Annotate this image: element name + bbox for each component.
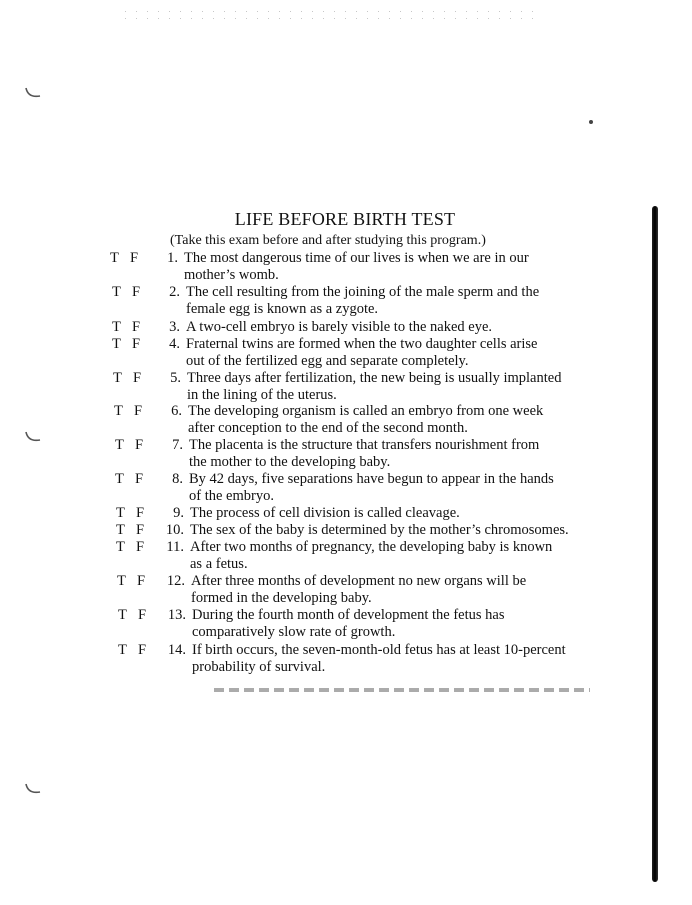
true-option[interactable]: T	[117, 573, 126, 589]
false-option[interactable]: F	[132, 336, 141, 352]
question-number: 14.	[167, 642, 186, 658]
false-option[interactable]: F	[137, 573, 146, 589]
false-option[interactable]: F	[136, 505, 145, 521]
false-option[interactable]: F	[133, 370, 142, 386]
false-option[interactable]: F	[132, 319, 141, 335]
true-option[interactable]: T	[110, 250, 119, 266]
false-option[interactable]: F	[132, 284, 141, 300]
question-number: 9.	[173, 505, 184, 521]
question-number: 7.	[172, 437, 183, 453]
true-option[interactable]: T	[118, 607, 127, 623]
true-option[interactable]: T	[116, 505, 125, 521]
false-option[interactable]: F	[136, 539, 145, 555]
question-number: 4.	[169, 336, 180, 352]
question-number: 6.	[171, 403, 182, 419]
true-option[interactable]: T	[115, 471, 124, 487]
true-option[interactable]: T	[112, 319, 121, 335]
question-text: After two months of pregnancy, the developing baby is known as a fetus.	[190, 539, 553, 572]
question-text: A two-cell embryo is barely visible to the naked eye.	[186, 319, 493, 335]
true-option[interactable]: T	[112, 284, 121, 300]
question-text: The developing organism is called an embryo from one week after conception to the end of the second month.	[188, 403, 544, 436]
true-option[interactable]: T	[114, 403, 123, 419]
scan-edge-shadow	[652, 206, 658, 882]
false-option[interactable]: F	[138, 607, 147, 623]
question-number: 12.	[166, 573, 185, 589]
false-option[interactable]: F	[130, 250, 139, 266]
question-number: 2.	[169, 284, 180, 300]
false-option[interactable]: F	[138, 642, 147, 658]
question-text: Three days after fertilization, the new being is usually implanted in the lining of the uterus.	[187, 370, 562, 403]
question-number: 10.	[165, 522, 184, 538]
scan-noise-top	[120, 8, 540, 24]
instructions: (Take this exam before and after studying this program.)	[170, 233, 486, 248]
question-text: By 42 days, five separations have begun to appear in the hands of the embryo.	[189, 471, 554, 504]
question-number: 13.	[167, 607, 186, 623]
question-text: The most dangerous time of our lives is when we are in our mother’s womb.	[184, 250, 529, 283]
punch-hole-top	[24, 86, 42, 100]
true-option[interactable]: T	[112, 336, 121, 352]
question-number: 1.	[167, 250, 178, 266]
punch-hole-middle	[24, 430, 42, 444]
true-option[interactable]: T	[115, 437, 124, 453]
true-option[interactable]: T	[116, 522, 125, 538]
question-text: The placenta is the structure that transfers nourishment from the mother to the developing baby.	[189, 437, 540, 470]
true-option[interactable]: T	[118, 642, 127, 658]
scan-dashed-line	[214, 688, 590, 692]
question-number: 5.	[170, 370, 181, 386]
punch-hole-bottom	[24, 782, 42, 796]
scan-speck	[589, 120, 593, 124]
question-text: Fraternal twins are formed when the two daughter cells arise out of the fertilized egg and separate completely.	[186, 336, 538, 369]
question-text: The process of cell division is called cleavage.	[190, 505, 460, 521]
question-text: After three months of development no new organs will be formed in the developing baby.	[191, 573, 527, 606]
question-text: The cell resulting from the joining of the male sperm and the female egg is known as a zygote.	[186, 284, 540, 317]
false-option[interactable]: F	[136, 522, 145, 538]
false-option[interactable]: F	[135, 471, 144, 487]
question-text: During the fourth month of development the fetus has comparatively slow rate of growth.	[192, 607, 505, 640]
question-number: 11.	[166, 539, 184, 555]
question-number: 3.	[169, 319, 180, 335]
question-number: 8.	[172, 471, 183, 487]
false-option[interactable]: F	[135, 437, 144, 453]
false-option[interactable]: F	[134, 403, 143, 419]
page-title: LIFE BEFORE BIRTH TEST	[234, 209, 456, 229]
true-option[interactable]: T	[116, 539, 125, 555]
true-option[interactable]: T	[113, 370, 122, 386]
question-text: The sex of the baby is determined by the mother’s chromosomes.	[190, 522, 569, 538]
question-text: If birth occurs, the seven-month-old fetus has at least 10-percent probability of survival.	[192, 642, 566, 675]
